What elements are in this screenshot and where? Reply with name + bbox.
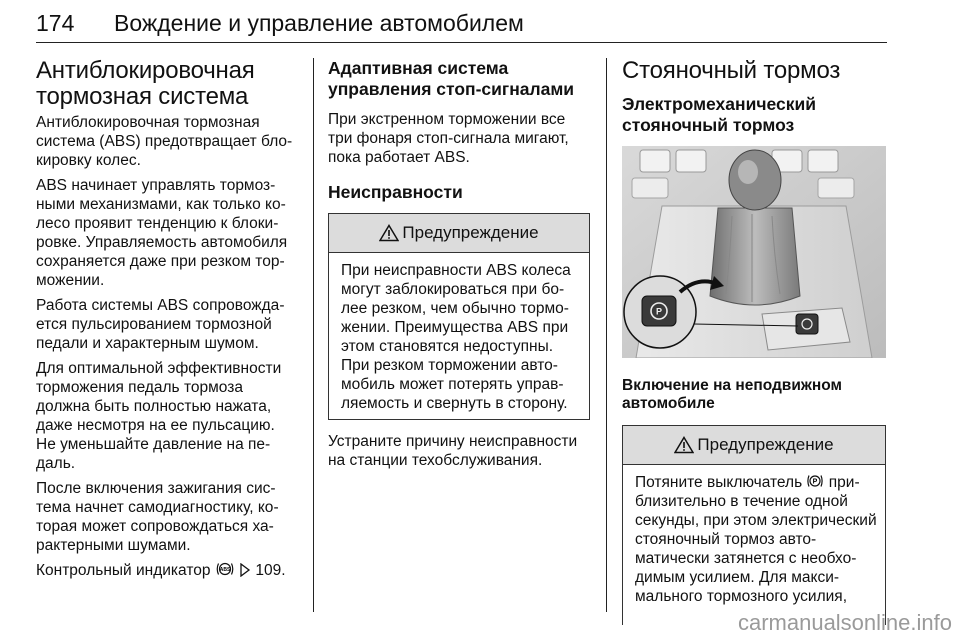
page-reference-icon[interactable] [239, 563, 251, 577]
abs-paragraph: Для оптимальной эффективности торможения педаль тормоза должна быть полностью нажата, даже несмотря на ее пульсацию. Не уменьшайте давление на педаль. [36, 360, 282, 472]
fault-remedy-paragraph: Устраните причину неисправности на станции техобслуживания. [328, 433, 578, 469]
warning-body [623, 465, 885, 612]
svg-text:ABS: ABS [219, 567, 231, 573]
svg-text:P: P [813, 478, 818, 486]
column-divider [313, 58, 314, 612]
abs-heading: Антиблокировочная тормозная система [36, 57, 255, 110]
column-divider [606, 58, 607, 612]
page-header [36, 8, 887, 43]
warning-text-rest: приблизительно в течение одной секунды, при этом электрический стояночный тормоз автоматически затянется с необходимым усилием. Для максимального тормозного усилия, [635, 474, 877, 605]
warning-title: Предупреждение [402, 223, 539, 242]
indicator-prefix: Контрольный индикатор [36, 562, 211, 579]
warning-triangle-icon [674, 436, 694, 454]
warning-header [623, 426, 885, 465]
abs-paragraph: ABS начинает управлять тормозными механизмами, как только колесо проявит тенденцию к блокировке. Управляемость автомобиля сохраняется даже при резком торможении. [36, 177, 288, 289]
watermark: carmanualsonline.info [737, 610, 952, 635]
epb-subheading: Электромеханический стояночный тормоз [622, 94, 817, 135]
svg-text:P: P [655, 306, 663, 317]
warning-header [329, 214, 589, 253]
indicator-page-ref[interactable]: 109. [255, 562, 286, 579]
abs-paragraph: Работа системы ABS сопровождается пульсированием тормозной педали и характерным шумом. [36, 297, 285, 352]
abs-paragraph: Антиблокировочная тормозная система (ABS) предотвращает блокировку колес. [36, 114, 293, 169]
abs-warning-icon [215, 561, 235, 577]
warning-title: Предупреждение [697, 435, 834, 454]
warning-text-start: Потяните выключатель [635, 474, 803, 491]
page-number: 174 [36, 10, 75, 36]
warning-box [622, 425, 886, 625]
faults-heading: Неисправности [328, 182, 463, 202]
warning-body [329, 253, 589, 419]
column-brake-lights [328, 58, 590, 476]
chapter-title: Вождение и управление автомобилем [114, 10, 524, 36]
abs-indicator-line [36, 561, 298, 580]
adaptive-brake-heading: Адаптивная система управления стоп-сигналами [328, 58, 575, 99]
parking-brake-switch-illustration [622, 146, 886, 358]
adaptive-brake-paragraph: При экстренном торможении все три фонаря стоп-сигнала мигают, пока работает ABS. [328, 111, 569, 166]
abs-paragraph: После включения зажигания система начнет самодиагностику, которая может сопровождаться характерными шумами. [36, 480, 279, 554]
column-abs [36, 58, 298, 586]
stationary-heading: Включение на неподвижном автомобиле [622, 377, 842, 412]
parking-brake-heading: Стояночный тормоз [622, 57, 841, 84]
warning-text: При неисправности ABS колеса могут заблокироваться при более резком, чем обычно торможении. Преимущества ABS при этом становятся недоступны. При резком торможении автомобиль может потерять управляемость и свернуть в сторону. [341, 262, 571, 412]
warning-triangle-icon [379, 224, 399, 242]
parking-brake-icon [806, 473, 824, 489]
warning-box [328, 213, 590, 420]
column-parking-brake [622, 58, 886, 637]
warning-text [635, 473, 877, 606]
